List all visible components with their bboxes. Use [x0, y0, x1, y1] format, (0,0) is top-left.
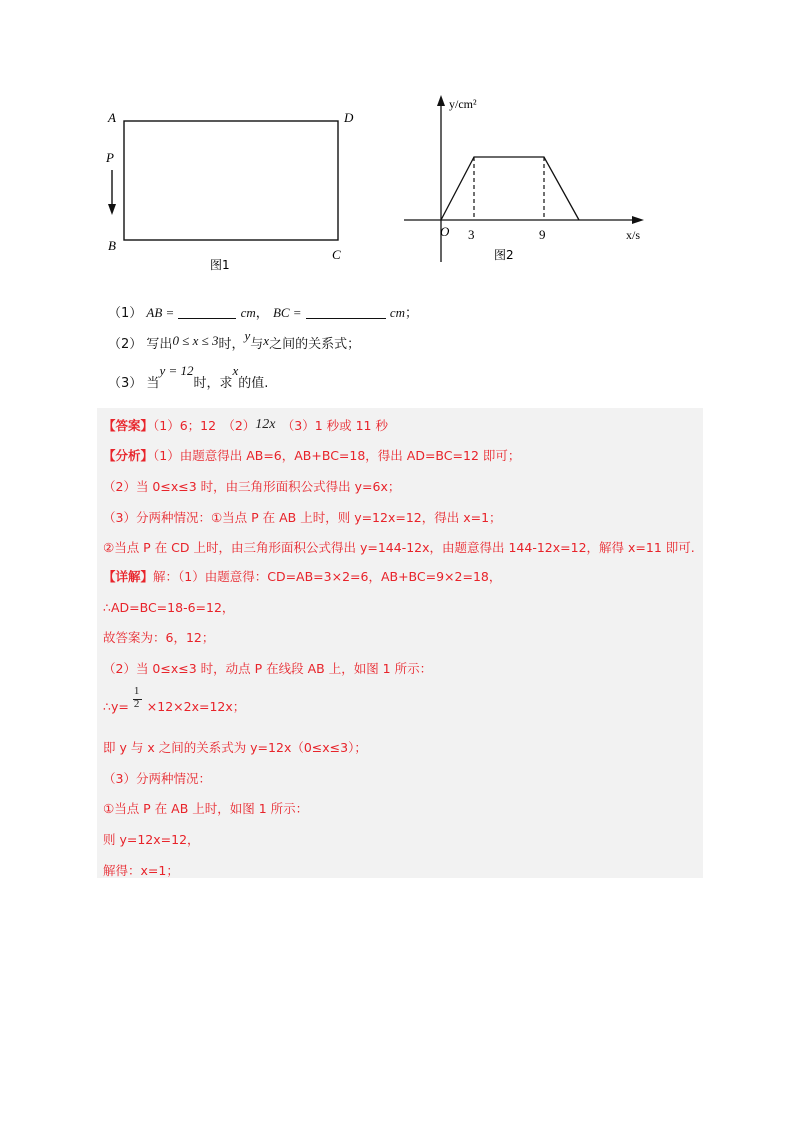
q2-x: x: [263, 333, 270, 348]
figure-1-rectangle: [100, 100, 360, 275]
analysis-line-3: （3）分两种情况：①当点 P 在 AB 上时，则 y=12x=12，得出 x=1；: [103, 510, 502, 525]
tick-label-9: 9: [539, 227, 546, 242]
q2-y: y: [244, 328, 251, 343]
y-axis-arrow: [437, 95, 445, 106]
x-axis-label: x/s: [626, 228, 641, 242]
q1-blank-ab: [178, 306, 236, 319]
question-1: [108, 302, 418, 321]
detail-line-10: 解得：x=1；: [103, 863, 179, 878]
detail-line-6: 即 y 与 x 之间的关系式为 y=12x（0≤x≤3）；: [103, 740, 367, 755]
analysis-line-1: [103, 446, 520, 464]
q1-end: ；: [405, 306, 419, 321]
detail-tag: 【详解】: [103, 569, 154, 584]
figure-1-caption: 图1: [210, 258, 230, 272]
q2-text-2: 时，: [218, 337, 245, 352]
q2-math: 0 ≤ x ≤ 3: [172, 333, 219, 348]
q3-text-1: 当: [146, 376, 160, 391]
q2-text-4: 之间的关系式；: [269, 337, 361, 352]
label-d: D: [344, 110, 354, 125]
tick-label-3: 3: [468, 227, 475, 242]
q2-text-1: 写出: [146, 337, 173, 352]
fraction-denominator: 2: [133, 698, 140, 710]
label-p: P: [106, 150, 114, 165]
graph-line: [441, 157, 579, 220]
q1-unit-2: cm: [389, 305, 406, 320]
figure-2-graph: [396, 92, 656, 267]
answer-line-1: [103, 416, 388, 435]
origin-label: O: [440, 224, 450, 239]
answer-tag: 【答案】: [103, 418, 154, 433]
answer-math: 12x: [255, 417, 276, 432]
q3-text-3: 的值.: [238, 376, 269, 391]
detail-line-7: （3）分两种情况：: [103, 771, 211, 786]
q3-number: （3）: [108, 376, 143, 391]
detail-text-1: 解：（1）由题意得：CD=AB=3×2=6，AB+BC=9×2=18，: [153, 569, 502, 584]
q1-comma: ，: [255, 306, 269, 321]
analysis-line-4: ②当点 P 在 CD 上时，由三角形面积公式得出 y=144-12x，由题意得出 144-12x=12，解得 x=11 即可.: [103, 540, 695, 555]
rectangle-abcd: [124, 121, 338, 240]
y-axis-label: y/cm²: [449, 97, 477, 111]
question-3: [108, 363, 269, 391]
q1-ab: AB =: [146, 305, 175, 320]
detail-line-8: ①当点 P 在 AB 上时，如图 1 所示：: [103, 801, 309, 816]
q1-unit-1: cm: [240, 305, 256, 320]
q1-bc: BC =: [272, 305, 302, 320]
analysis-line-2: （2）当 0≤x≤3 时，由三角形面积公式得出 y=6x；: [103, 479, 401, 494]
detail-line-1: [103, 567, 501, 585]
q1-number: （1）: [108, 306, 143, 321]
analysis-tag: 【分析】: [103, 448, 154, 463]
question-2: [108, 328, 361, 352]
q3-text-2: 时，求: [193, 376, 233, 391]
label-b: B: [108, 238, 116, 253]
detail-5-suffix: ×12×2x=12x；: [146, 699, 246, 714]
answer-part-2: （3）1 秒或 11 秒: [275, 418, 388, 433]
detail-line-9: 则 y=12x=12，: [103, 832, 200, 847]
q3-x: x: [232, 363, 239, 378]
fraction-numerator: 1: [133, 685, 140, 697]
answer-part-1: （1）6；12 （2）: [153, 418, 256, 433]
figure-2-caption: 图2: [494, 248, 514, 262]
detail-5-prefix: ∴y=: [103, 699, 129, 714]
q2-number: （2）: [108, 337, 143, 352]
detail-line-2: ∴AD=BC=18-6=12，: [103, 600, 235, 615]
x-axis-arrow: [632, 216, 644, 224]
detail-line-5: [103, 685, 246, 715]
analysis-text-1: （1）由题意得出 AB=6，AB+BC=18，得出 AD=BC=12 即可；: [153, 448, 521, 463]
q2-text-3: 与: [250, 337, 264, 352]
fraction-half: [133, 685, 143, 711]
detail-line-3: 故答案为：6，12；: [103, 630, 215, 645]
detail-line-4: （2）当 0≤x≤3 时，动点 P 在线段 AB 上，如图 1 所示：: [103, 661, 433, 676]
q3-math: y = 12: [159, 363, 194, 378]
down-arrow-head: [108, 204, 116, 215]
q1-blank-bc: [306, 306, 386, 319]
label-a: A: [108, 110, 116, 125]
label-c: C: [332, 247, 341, 262]
